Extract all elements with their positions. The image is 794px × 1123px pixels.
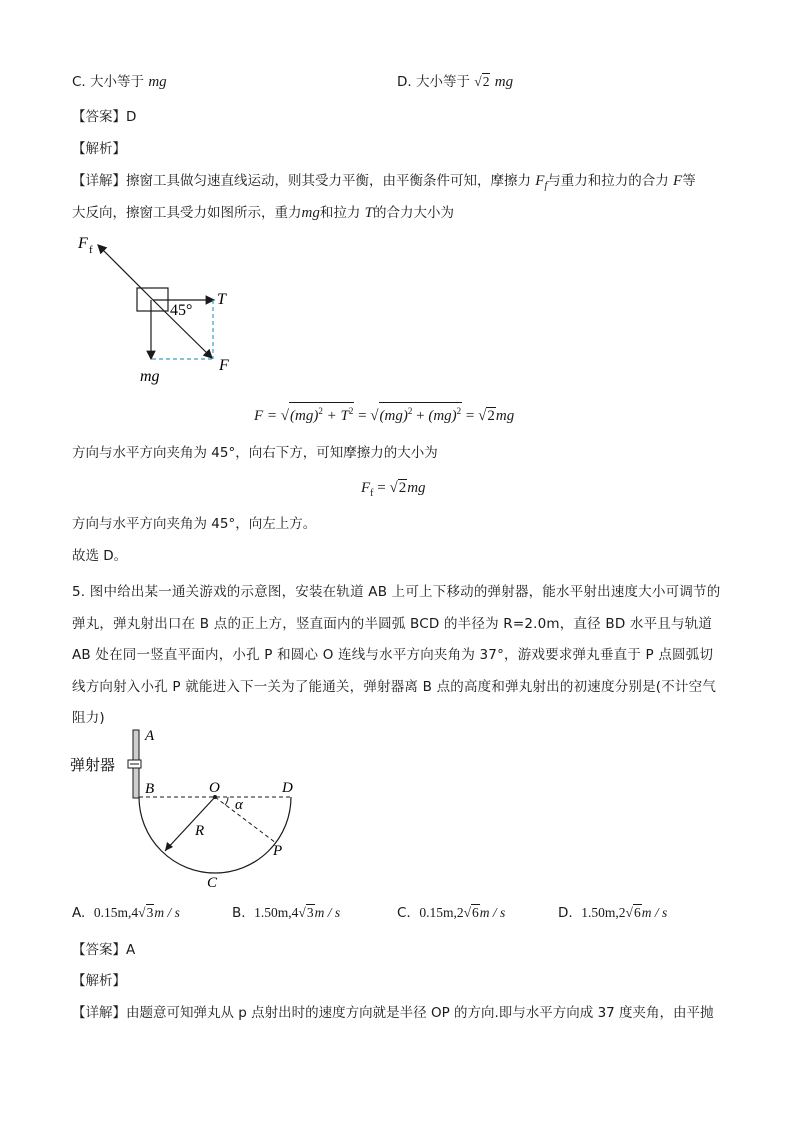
arc-bcd xyxy=(139,797,291,873)
label-launcher: 弹射器 xyxy=(70,756,116,774)
label-b: B xyxy=(145,781,155,797)
detail-tag: 【详解】 xyxy=(72,173,126,189)
option-c xyxy=(72,72,167,92)
label-mg: mg xyxy=(140,368,160,385)
friction-arrow xyxy=(98,245,153,300)
label-c: C xyxy=(207,875,218,891)
q5-option-d: D. 1.50m,2√6m / s xyxy=(558,905,668,921)
q5-detail-line: 【详解】由题意可知弹丸从 p 点射出时的速度方向就是半径 OP 的方向.即与水平方向成 37 度夹角，由平抛 xyxy=(72,1005,714,1021)
q4-detail-line1: 【详解】擦窗工具做匀速直线运动，则其受力平衡，由平衡条件可知，摩擦力 $F_f$与重力和拉力的合力 F等 xyxy=(72,173,696,192)
option-d-label: D. 大小等于 xyxy=(397,74,470,90)
equation-1: $F = √(mg)^2 + T^2 = √(mg)^2 + (mg)^2 = √2mg$ xyxy=(254,402,514,428)
label-r: R xyxy=(195,823,205,839)
q5-analysis-heading: 【解析】 xyxy=(72,973,126,989)
q4-line5: 故选 D。 xyxy=(72,548,128,564)
q5-question-text: 5. 图中给出某一通关游戏的示意图，安装在轨道 AB 上可上下移动的弹射器，能水平射出速度大小可调节的弹丸，弹丸射出口在 B 点的正上方，竖直面内的半圆弧 BCD 的半径为 R=2.0m，直径 BD 水平且与轨道 AB 处在同一竖直平面内，小孔 P 和圆心 O 连线与水平方向夹角为 37°，游戏要求弹丸垂直于 P 点圆弧切线方向射入小孔 P 就能进入下一关为了能通关，弹射器离 B 点的高度和弹丸射出的初速度分别是(不计空气阻力) xyxy=(72,584,721,726)
game-diagram xyxy=(70,722,310,897)
q5-option-a: A. 0.15m,4√3m / s xyxy=(72,905,180,921)
line-op xyxy=(215,797,276,843)
option-d-math: mg xyxy=(494,74,514,90)
label-ff-sub: f xyxy=(89,244,93,256)
q4-analysis-heading: 【解析】 xyxy=(72,141,126,157)
label-a: A xyxy=(145,728,155,744)
q4-detail-line2: 大反向，擦窗工具受力如图所示，重力mg和拉力 T的合力大小为 xyxy=(72,205,454,221)
label-ff: F xyxy=(78,235,88,252)
option-d: D. 大小等于 √2 mg xyxy=(397,74,514,90)
q5-option-b: B. 1.50m,4√3m / s xyxy=(232,905,341,921)
radius-r xyxy=(165,797,215,851)
label-d: D xyxy=(282,780,293,796)
label-t: T xyxy=(217,291,226,308)
q4-answer: 【答案】D xyxy=(72,109,137,125)
q4-line3: 方向与水平方向夹角为 45°，向右下方，可知摩擦力的大小为 xyxy=(72,445,438,461)
equation-2: $F_f = √2mg$ xyxy=(361,480,426,499)
label-o: O xyxy=(209,780,220,796)
q5-option-c: C. 0.15m,2√6m / s xyxy=(397,905,506,921)
label-p: P xyxy=(273,843,283,859)
force-diagram xyxy=(70,228,250,388)
option-c-label: C. 大小等于 xyxy=(72,74,145,90)
label-f: F xyxy=(219,357,229,374)
q4-line4: 方向与水平方向夹角为 45°，向左上方。 xyxy=(72,516,317,532)
option-d-radicand: 2 xyxy=(482,74,490,89)
label-alpha: α xyxy=(235,797,243,813)
option-c-math: mg xyxy=(148,74,167,90)
q5-answer: 【答案】A xyxy=(72,942,136,958)
label-angle: 45° xyxy=(170,302,193,319)
